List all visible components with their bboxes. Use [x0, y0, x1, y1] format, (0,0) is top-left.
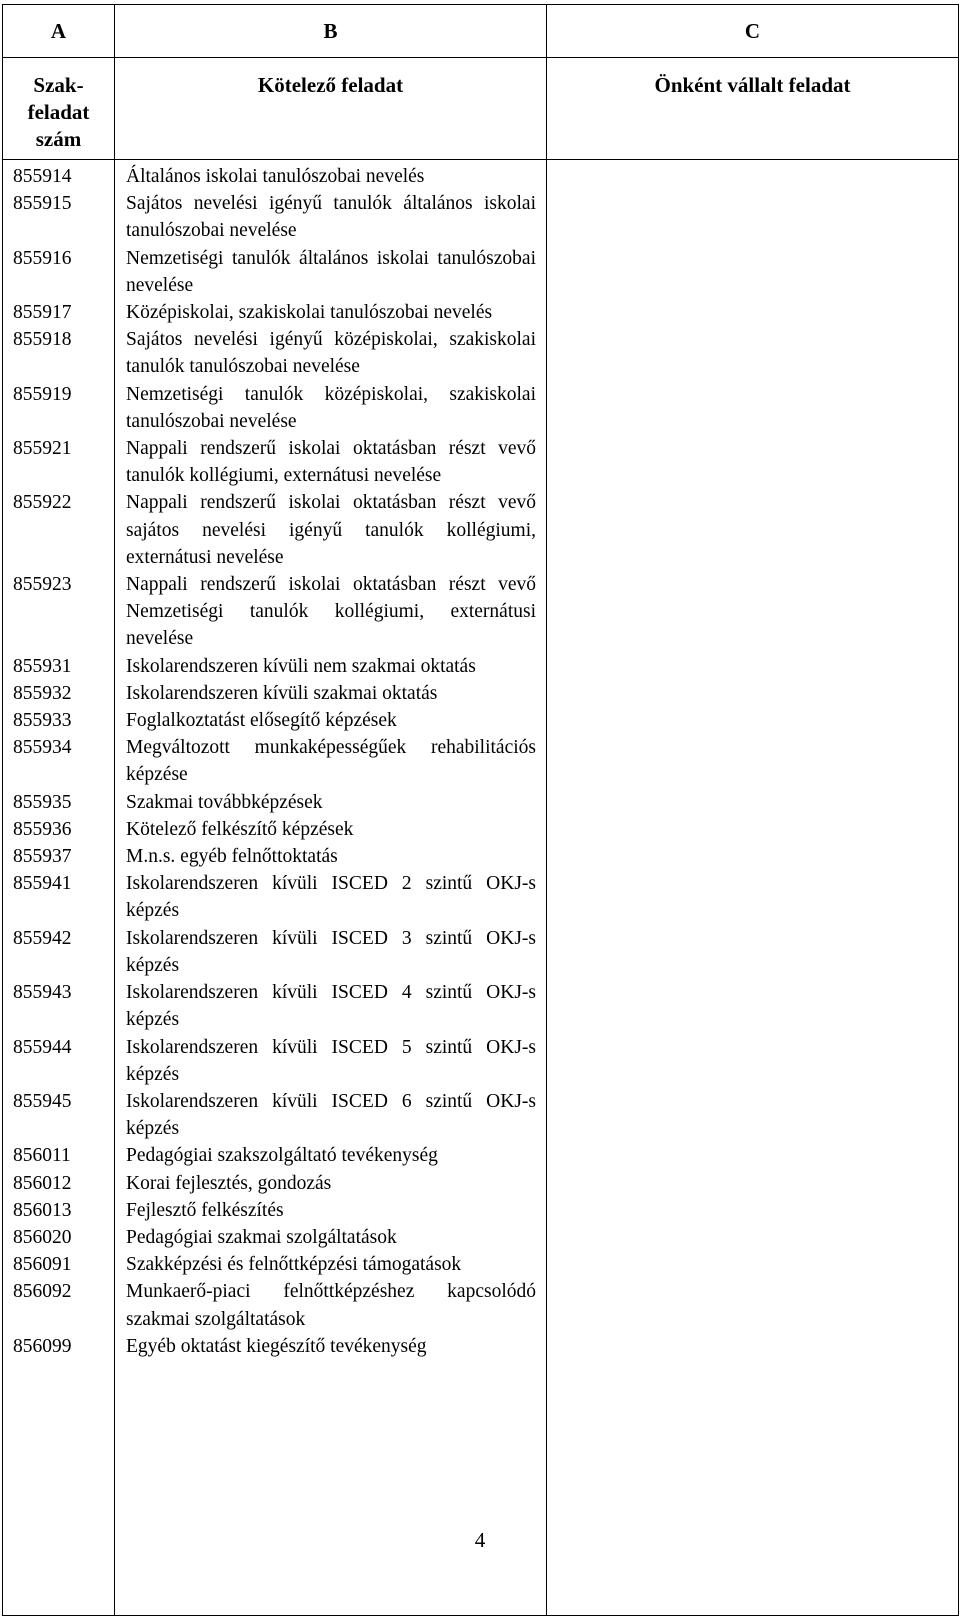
task-entry: Nappali rendszerű iskolai oktatásban részt vevő sajátos nevelési igényű tanulók kollégiumi, externátusi nevelése	[126, 492, 536, 568]
task-entry: M.n.s. egyéb felnőttoktatás	[126, 846, 338, 868]
task-entry: Iskolarendszeren kívüli szakmai oktatás	[126, 682, 438, 704]
task-code: 855943	[13, 982, 72, 1004]
task-code: 855933	[13, 710, 72, 732]
task-code: 856091	[13, 1254, 72, 1276]
task-code: 856020	[13, 1226, 72, 1248]
column-letter-c: C	[547, 5, 959, 58]
task-code: 855921	[13, 438, 72, 460]
page-number: 4	[474, 1528, 486, 1552]
mandatory-task-header: Kötelező feladat	[115, 58, 547, 160]
task-entry: Nappali rendszerű iskolai oktatásban részt vevő Nemzetiségi tanulók kollégiumi, externátusi nevelése	[126, 574, 536, 650]
task-entry: Pedagógiai szakszolgáltató tevékenység	[126, 1145, 438, 1167]
task-code: 855922	[13, 492, 72, 514]
task-entry: Sajátos nevelési igényű tanulók általános iskolai tanulószobai nevelése	[126, 193, 536, 242]
task-code: 856013	[13, 1199, 72, 1221]
task-code: 855931	[13, 655, 72, 677]
column-letter-a: A	[3, 5, 115, 58]
task-code: 855915	[13, 193, 72, 215]
task-entry: Fejlesztő felkészítés	[126, 1199, 284, 1221]
task-entry: Munkaerő-piaci felnőttképzéshez kapcsolódó szakmai szolgáltatások	[126, 1281, 536, 1330]
task-entry: Iskolarendszeren kívüli ISCED 6 szintű OKJ-s képzés	[126, 1090, 536, 1140]
column-header-row	[3, 58, 959, 160]
task-code: 855937	[13, 846, 72, 868]
header-cell-code	[3, 58, 115, 160]
task-entry: Iskolarendszeren kívüli nem szakmai oktatás	[126, 655, 476, 677]
task-entry: Pedagógiai szakmai szolgáltatások	[126, 1226, 397, 1248]
task-code: 855936	[13, 818, 72, 840]
task-entry: Egyéb oktatást kiegészítő tevékenység	[126, 1335, 427, 1357]
task-code: 855917	[13, 302, 72, 324]
task-entry: Középiskolai, szakiskolai tanulószobai nevelés	[126, 302, 493, 324]
task-table	[2, 4, 959, 1616]
task-entry: Szakképzési és felnőttképzési támogatások	[126, 1254, 462, 1276]
task-entry: Iskolarendszeren kívüli ISCED 3 szintű OKJ-s képzés	[126, 927, 536, 976]
task-entry: Foglalkoztatást elősegítő képzések	[126, 710, 397, 732]
task-entry: Nemzetiségi tanulók középiskolai, szakiskolai tanulószobai nevelése	[126, 383, 536, 432]
code-column	[3, 160, 115, 1616]
task-code: 855916	[13, 247, 72, 269]
task-code: 856012	[13, 1172, 72, 1194]
task-entry: Nappali rendszerű iskolai oktatásban részt vevő tanulók kollégiumi, externátusi nevelése	[126, 438, 536, 487]
column-letter-b: B	[115, 5, 547, 58]
task-entry: Szakmai továbbképzések	[126, 791, 323, 813]
task-entry: Megváltozott munkaképességűek rehabilitációs képzése	[126, 737, 536, 786]
task-entry: Korai fejlesztés, gondozás	[126, 1172, 332, 1194]
task-entry: Iskolarendszeren kívüli ISCED 2 szintű OKJ-s képzés	[126, 873, 536, 922]
task-entry: Iskolarendszeren kívüli ISCED 5 szintű OKJ-s képzés	[126, 1036, 536, 1085]
task-code: 855942	[13, 927, 72, 949]
task-entry: Nemzetiségi tanulók általános iskolai tanulószobai nevelése	[126, 247, 536, 296]
task-entry: Iskolarendszeren kívüli ISCED 4 szintű OKJ-s képzés	[126, 982, 536, 1031]
task-code: 855944	[13, 1036, 72, 1058]
task-entry: Kötelező felkészítő képzések	[126, 818, 354, 840]
column-letter-row	[3, 5, 959, 58]
task-code: 855945	[13, 1090, 72, 1112]
task-code: 855914	[13, 166, 72, 187]
task-code: 855932	[13, 682, 72, 704]
task-code: 855941	[13, 873, 72, 895]
task-code: 855923	[13, 574, 72, 596]
task-code: 855918	[13, 329, 72, 351]
task-code: 855935	[13, 791, 72, 813]
task-entry: Sajátos nevelési igényű középiskolai, szakiskolai tanulók tanulószobai nevelése	[126, 329, 536, 378]
task-list-row	[3, 160, 959, 1616]
code-column-header: Szak-feladat szám	[27, 73, 90, 151]
voluntary-task-header: Önként vállalt feladat	[547, 58, 959, 160]
task-entry: Általános iskolai tanulószobai nevelés	[126, 166, 425, 187]
mandatory-task-column	[115, 160, 547, 1616]
task-code: 856011	[13, 1145, 71, 1167]
task-code: 856099	[13, 1335, 72, 1357]
task-code: 855919	[13, 383, 72, 405]
voluntary-task-column	[547, 160, 959, 1616]
task-code: 855934	[13, 737, 72, 759]
task-code: 856092	[13, 1281, 72, 1303]
